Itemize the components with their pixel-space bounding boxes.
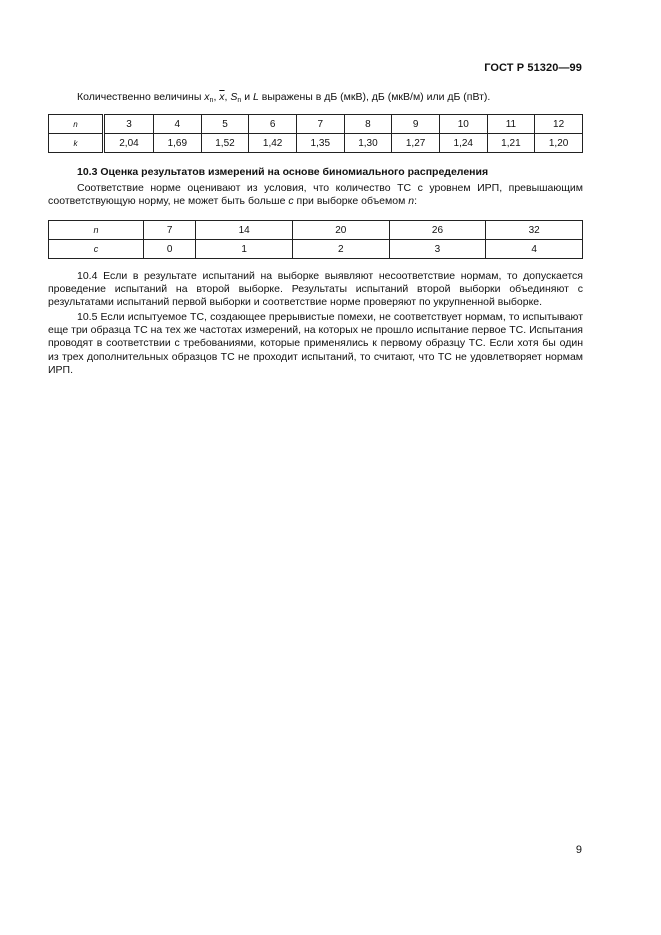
table-cell: 1,35	[296, 134, 344, 153]
paragraph-text: при выборке объемом	[293, 195, 409, 208]
table-cell: 2	[292, 240, 389, 259]
table-cell: 11	[487, 115, 535, 134]
table-cell: 3	[389, 240, 486, 259]
table-cell: 14	[196, 221, 293, 240]
symbol-l: L	[253, 91, 259, 103]
paragraph-text: 10.5 Если испытуемое ТС, создающее прерывистые помехи, не соответствует нормам, то испытывают еще три образца ТС на тех же частотах измерений, на которых не прошло испытание первое ТС. Испытания проводят в соответствии с требованиями, которые применялись к первому образцу ТС. Если хотя бы один из трех дополнительных образцов ТС не проходит испытаний, то считают, что ТС не удовлетворяет нормам ИРП.	[48, 311, 583, 376]
table-row	[49, 134, 583, 153]
table-cell: 7	[144, 221, 196, 240]
intro-separator: ,	[213, 91, 220, 103]
table-cell: 1,24	[439, 134, 487, 153]
table-cell: 10	[439, 115, 487, 134]
table-cell: 4	[486, 240, 583, 259]
table-cell: 5	[201, 115, 249, 134]
intro-prefix: Количественно величины	[77, 91, 205, 103]
table-cell: 8	[344, 115, 392, 134]
table-cell: 12	[535, 115, 583, 134]
symbol-n: n	[408, 195, 415, 208]
subscript-n: n	[209, 97, 214, 104]
table-cell: 1,69	[153, 134, 201, 153]
subscript-n: n	[237, 97, 242, 104]
paragraph-text: :	[414, 195, 417, 208]
intro-paragraph	[77, 91, 582, 104]
table-cell: 1,30	[344, 134, 392, 153]
document-code: ГОСТ Р 51320—99	[484, 62, 582, 74]
paragraph-text: Соответствие норме оценивают из условия, что количество ТС с уровнем ИРП, превышающим соответствующую норму, не может быть больше	[48, 182, 583, 208]
page-number: 9	[575, 844, 582, 856]
row-label-c: c	[49, 240, 144, 259]
binomial-criteria-table	[48, 220, 583, 259]
intro-suffix: выражены в дБ (мкВ), дБ (мкВ/м) или дБ (пВт).	[258, 91, 491, 103]
symbol-s: S	[230, 91, 238, 103]
table-cell: 4	[153, 115, 201, 134]
section-heading: 10.3 Оценка результатов измерений на основе биномиального распределения	[77, 166, 489, 178]
paragraph-10-4	[48, 270, 583, 310]
paragraph-text: 10.4 Если в результате испытаний на выборке выявляют несоответствие нормам, то допускается проведение испытаний на второй выборке. Результаты испытаний второй выборки объединяют с результатами испытаний первой выборки и соответствие норме проверяют по укрупненной выборке.	[48, 270, 583, 309]
paragraph-10-5	[48, 311, 583, 377]
table-cell: 1,27	[392, 134, 440, 153]
table-cell: 9	[392, 115, 440, 134]
symbol-x: x	[204, 91, 210, 103]
table-cell: 1,20	[535, 134, 583, 153]
table-cell: 3	[104, 115, 154, 134]
row-label-n: n	[49, 221, 144, 240]
table-cell: 20	[292, 221, 389, 240]
k-coefficient-table	[48, 114, 583, 153]
table-cell: 1,42	[249, 134, 297, 153]
table-cell: 26	[389, 221, 486, 240]
table-cell: 6	[249, 115, 297, 134]
table-row	[49, 221, 583, 240]
symbol-c: c	[288, 195, 294, 208]
table-cell: 0	[144, 240, 196, 259]
row-label-n: n	[49, 115, 104, 134]
row-label-k: k	[49, 134, 104, 153]
table-cell: 1	[196, 240, 293, 259]
symbol-x-mean: $\overline{x}$	[219, 91, 225, 103]
table-cell: 7	[296, 115, 344, 134]
section-paragraph	[48, 182, 583, 208]
table-row	[49, 240, 583, 259]
table-cell: 1,52	[201, 134, 249, 153]
table-cell: 2,04	[104, 134, 154, 153]
table-cell: 1,21	[487, 134, 535, 153]
intro-separator: ,	[224, 91, 231, 103]
intro-conjunction: и	[241, 91, 254, 103]
table-cell: 32	[486, 221, 583, 240]
table-row	[49, 115, 583, 134]
